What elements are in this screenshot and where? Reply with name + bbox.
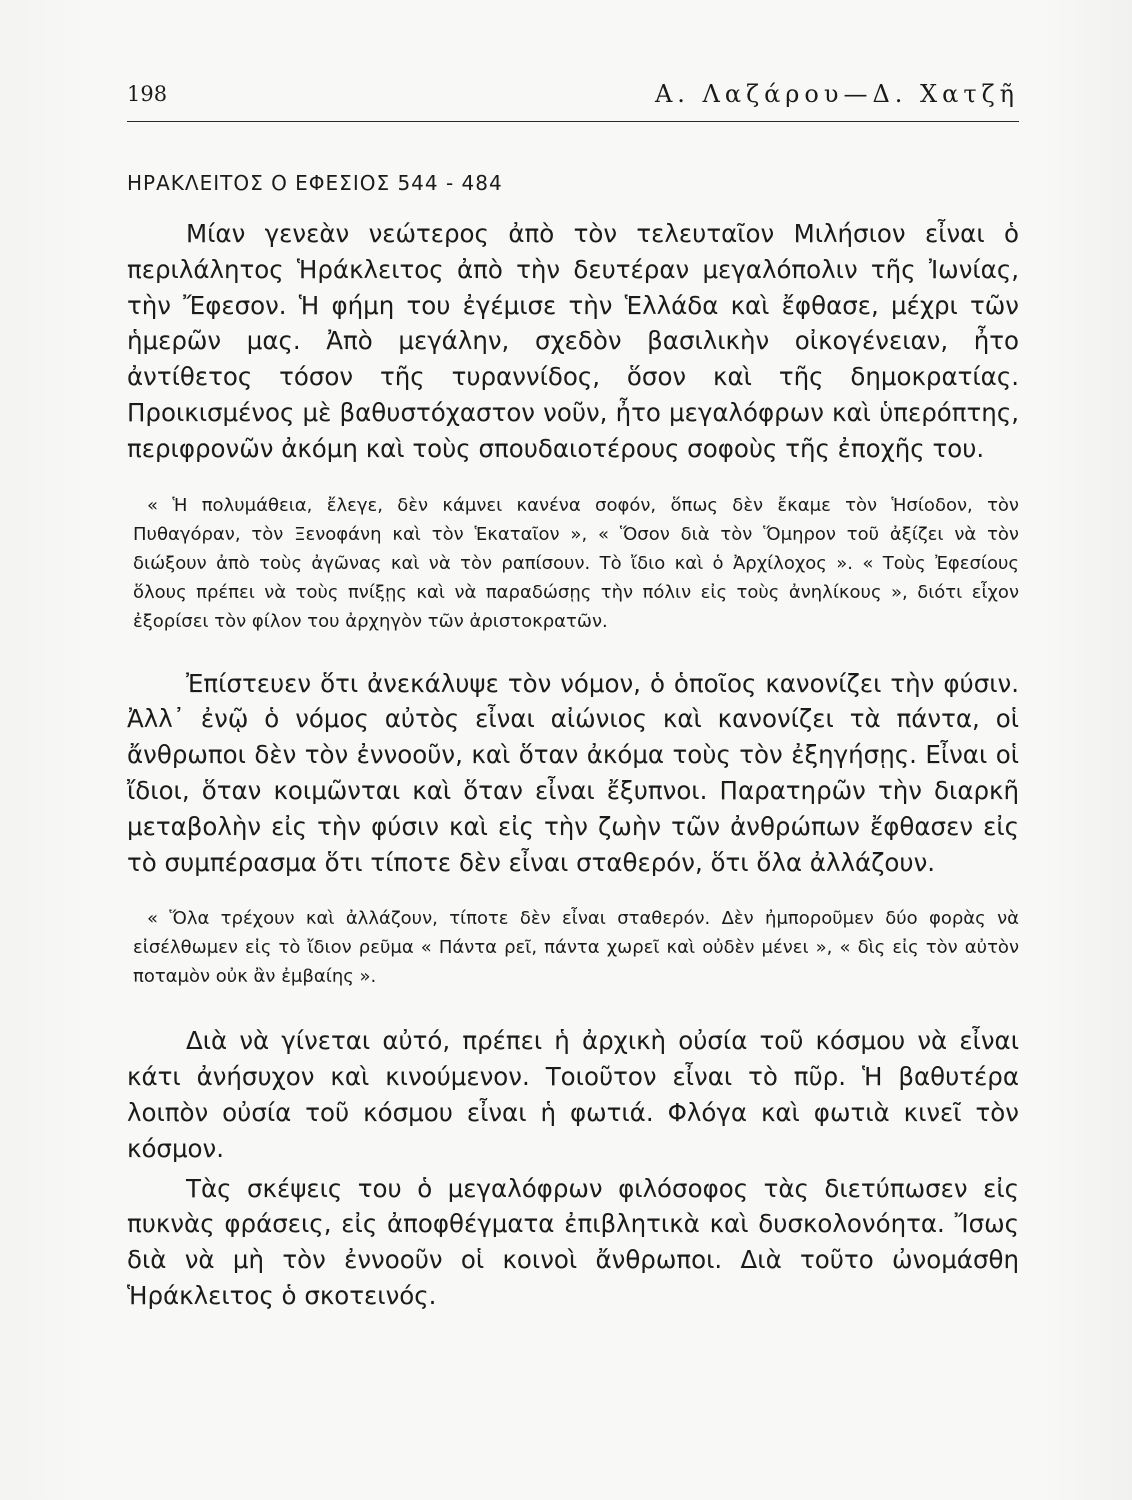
section-title: ΗΡΑΚΛΕΙΤΟΣ Ο ΕΦΕΣΙΟΣ 544 - 484 — [127, 171, 503, 195]
paragraph-law-of-nature: Ἐπίστευεν ὅτι ἀνεκάλυψε τὸν νόμον, ὁ ὁποῖος κανονίζει τὴν φύσιν. Ἀλλ᾽ ἐνῷ ὁ νόμος αὐτὸς εἶναι αἰώνιος καὶ κανονίζει τὰ πάντα, οἱ ἄνθρωποι δὲν τὸν ἐννοοῦν, καὶ ὅταν ἀκόμα τοὺς τὸν ἐξηγήσῃς. Εἶναι οἱ ἴδιοι, ὅταν κοιμῶνται καὶ ὅταν εἶναι ἔξυπνοι. Παρατηρῶν τὴν διαρκῆ μεταβολὴν εἰς τὴν φύσιν καὶ εἰς τὴν ζωὴν τῶν ἀνθρώπων ἔφθασεν εἰς τὸ συμπέρασμα ὅτι τίποτε δὲν εἶναι σταθερόν, ὅτι ὅλα ἀλλάζουν. — [127, 668, 1019, 877]
quote-panta-rei: « Ὅλα τρέχουν καὶ ἀλλάζουν, τίποτε δὲν εἶναι σταθερόν. Δὲν ἠμποροῦμεν δύο φορὰς νὰ εἰσέλθωμεν εἰς τὸ ἴδιον ρεῦμα « Πάντα ρεῖ, πάντα χωρεῖ καὶ οὐδὲν μένει », « δὶς εἰς τὸν αὐτὸν ποταμὸν οὐκ ἂν ἐμβαίης ». — [133, 908, 1019, 988]
running-head: Α. Λαζάρου—Δ. Χατζῆ — [654, 80, 1019, 108]
page-content — [127, 168, 1019, 1314]
quote-polymathy: « Ἡ πολυμάθεια, ἔλεγε, δὲν κάμνει κανένα σοφόν, ὅπως δὲν ἔκαμε τὸν Ἡσίοδον, τὸν Πυθαγόραν, τὸν Ξενοφάνη καὶ τὸν Ἑκαταῖον », « Ὅσον διὰ τὸν Ὅμηρον τοῦ ἀξίζει νὰ τὸν διώξουν ἀπὸ τοὺς ἀγῶνας καὶ νὰ τὸν ραπίσουν. Τὸ ἴδιο καὶ ὁ Ἀρχίλοχος ». « Τοὺς Ἐφεσίους ὅλους πρέπει νὰ τοὺς πνίξῃς καὶ νὰ παραδώσῃς τὴν πόλιν εἰς τοὺς ἀνηλίκους », διότι εἶχον ἐξορίσει τὸν φίλον του ἀρχηγὸν τῶν ἀριστοκρατῶν. — [133, 494, 1019, 632]
page-number: 198 — [127, 82, 168, 106]
paragraph-intro: Μίαν γενεὰν νεώτερος ἀπὸ τὸν τελευταῖον Μιλήσιον εἶναι ὁ περιλάλητος Ἡράκλειτος ἀπὸ τὴν δευτέραν μεγαλόπολιν τῆς Ἰωνίας, τὴν Ἔφεσον. Ἡ φήμη του ἐγέμισε τὴν Ἑλλάδα καὶ ἔφθασε, μέχρι τῶν ἡμερῶν μας. Ἀπὸ μεγάλην, σχεδὸν βασιλικὴν οἰκογένειαν, ἦτο ἀντίθετος τόσον τῆς τυραννίδος, ὅσον καὶ τῆς δημοκρατίας. Προικισμένος μὲ βαθυστόχαστον νοῦν, ἦτο μεγαλόφρων καὶ ὑπερόπτης, περιφρονῶν ἀκόμη καὶ τοὺς σπουδαιοτέρους σοφοὺς τῆς ἐποχῆς του. — [127, 219, 1019, 463]
page-header — [127, 82, 1019, 118]
header-rule — [127, 121, 1019, 122]
paragraph-obscure: Τὰς σκέψεις του ὁ μεγαλόφρων φιλόσοφος τὰς διετύπωσεν εἰς πυκνὰς φράσεις, εἰς ἀποφθέγματα ἐπιβλητικὰ καὶ δυσκολονόητα. Ἴσως διὰ νὰ μὴ τὸν ἐννοοῦν οἱ κοινοὶ ἄνθρωποι. Διὰ τοῦτο ὠνομάσθη Ἡράκλειτος ὁ σκοτεινός. — [127, 1173, 1019, 1310]
paragraph-fire: Διὰ νὰ γίνεται αὐτό, πρέπει ἡ ἀρχικὴ οὐσία τοῦ κόσμου νὰ εἶναι κάτι ἀνήσυχον καὶ κινούμενον. Τοιοῦτον εἶναι τὸ πῦρ. Ἡ βαθυτέρα λοιπὸν οὐσία τοῦ κόσμου εἶναι ἡ φωτιά. Φλόγα καὶ φωτιὰ κινεῖ τὸν κόσμον. — [127, 1026, 1019, 1163]
